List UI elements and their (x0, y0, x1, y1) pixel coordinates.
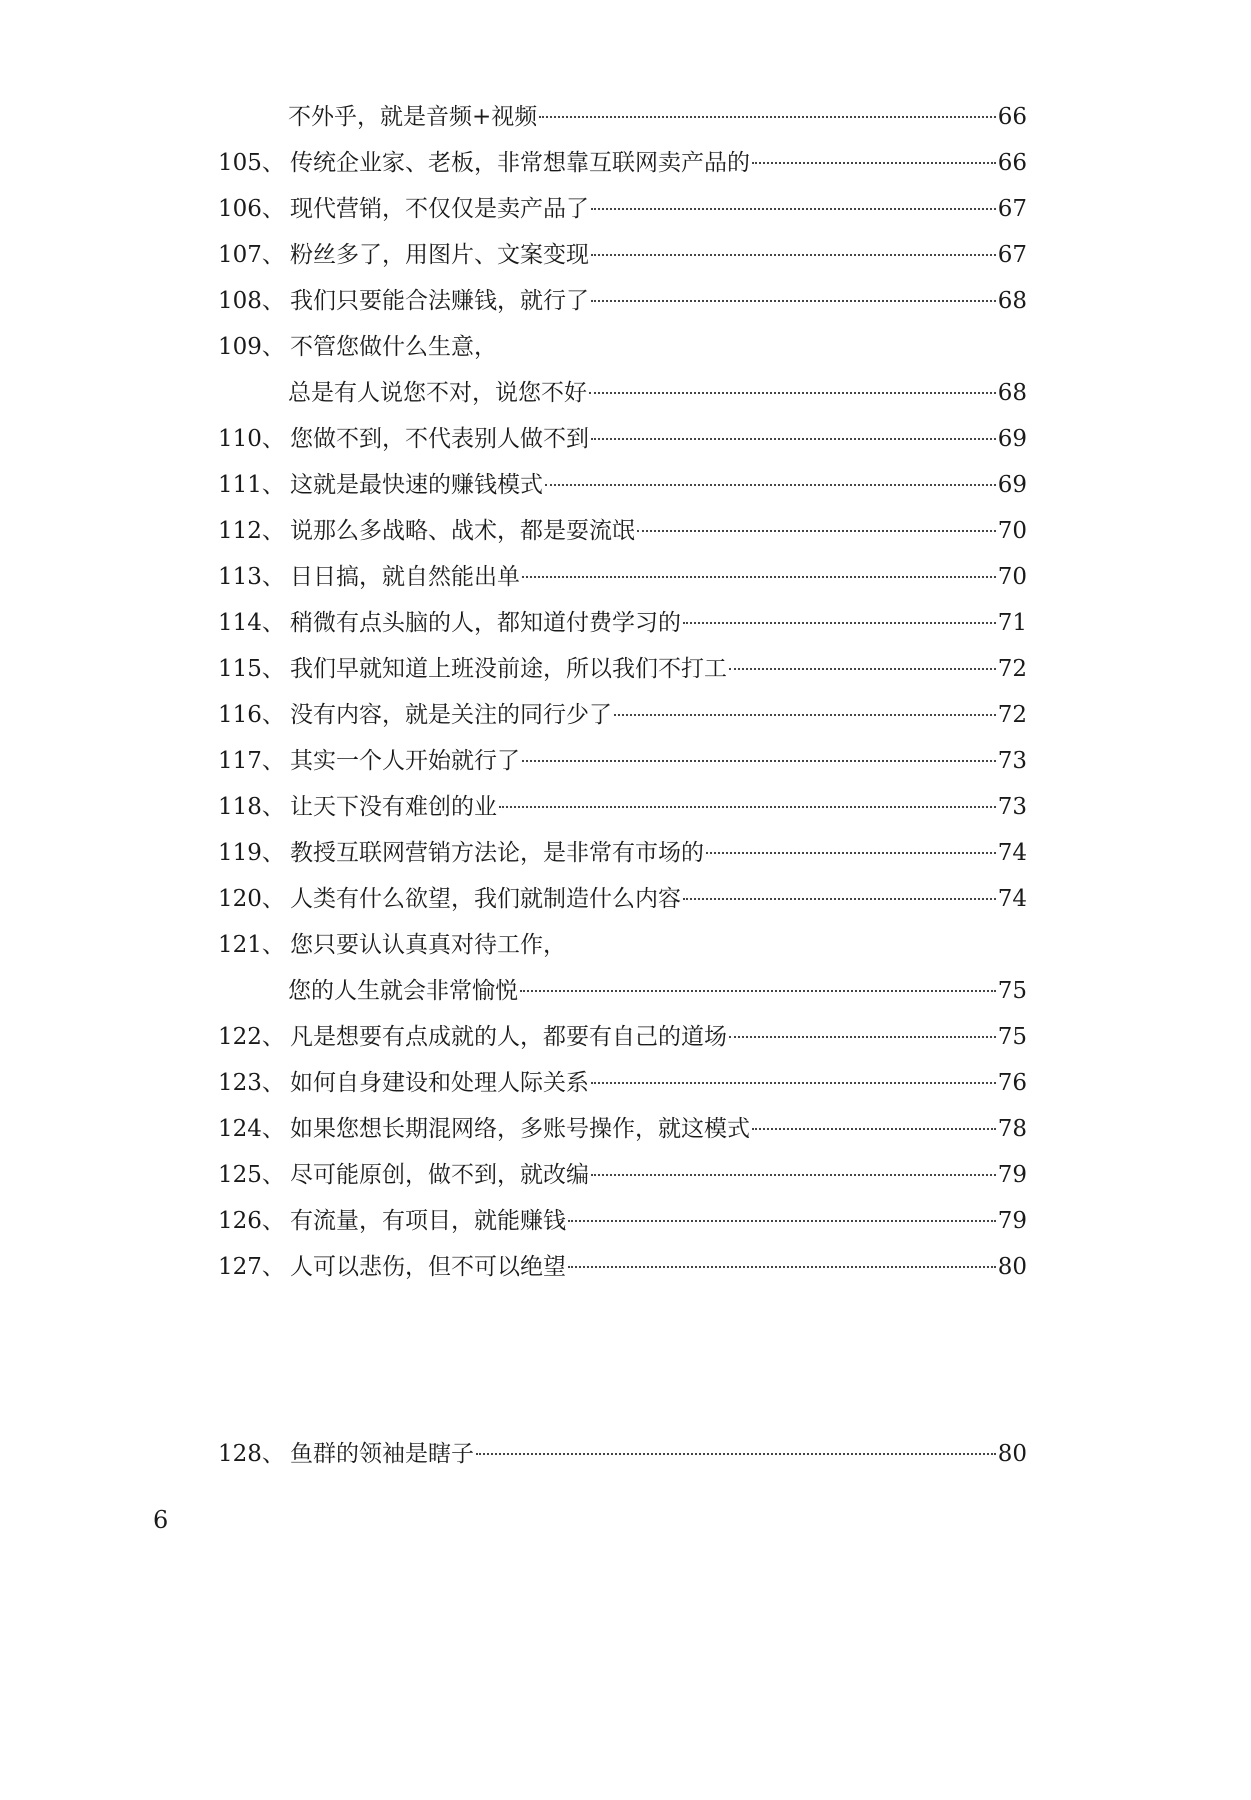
toc-entry (0, 1019, 1251, 1055)
toc-entry (0, 973, 1251, 1009)
toc-entry-page: 75 (997, 1024, 1027, 1050)
toc-entry-title: 粉丝多了，用图片、文案变现 (290, 242, 589, 268)
toc-entry-number: 118、 (218, 794, 285, 820)
dot-leader (591, 300, 996, 302)
toc-entry-page: 74 (997, 886, 1027, 912)
toc-entry-number: 114、 (218, 610, 285, 636)
page-number: 6 (153, 1506, 169, 1534)
toc-entry-number: 125、 (218, 1162, 285, 1188)
dot-leader (706, 852, 996, 854)
toc-entry-title: 您只要认认真真对待工作， (290, 932, 566, 958)
toc-entry-line (290, 513, 1027, 549)
toc-entry (0, 835, 1251, 871)
toc-entry (0, 375, 1251, 411)
dot-leader (591, 1174, 996, 1176)
toc-entry-line (290, 743, 1027, 779)
toc-entry-number: 105、 (218, 150, 285, 176)
toc-entry (0, 881, 1251, 917)
toc-entry-number: 127、 (218, 1254, 285, 1280)
toc-entry-title: 尽可能原创，做不到，就改编 (290, 1162, 589, 1188)
toc-entry-title: 人可以悲伤，但不可以绝望 (290, 1254, 566, 1280)
dot-leader (729, 1036, 996, 1038)
toc-entry-title: 您的人生就会非常愉悦 (288, 978, 518, 1004)
toc-entry-line (290, 1065, 1027, 1101)
toc-entry-line (290, 697, 1027, 733)
toc-entry-title: 教授互联网营销方法论，是非常有市场的 (290, 840, 704, 866)
toc-entry-title: 如何自身建设和处理人际关系 (290, 1070, 589, 1096)
toc-entry (0, 467, 1251, 503)
dot-leader (614, 714, 996, 716)
toc-entry-number: 113、 (218, 564, 285, 590)
dot-leader (683, 898, 996, 900)
toc-entry-page: 75 (997, 978, 1027, 1004)
dot-leader (520, 990, 996, 992)
toc-entry (0, 237, 1251, 273)
toc-entry (0, 651, 1251, 687)
toc-entry-line (290, 145, 1027, 181)
toc-entry-number: 107、 (218, 242, 285, 268)
toc-entry-line (290, 881, 1027, 917)
toc-entry-title: 这就是最快速的赚钱模式 (290, 472, 543, 498)
toc-entry-title: 总是有人说您不对，说您不好 (288, 380, 587, 406)
toc-entry (0, 1203, 1251, 1239)
toc-entry-page: 72 (997, 656, 1027, 682)
dot-leader (499, 806, 996, 808)
dot-leader (591, 1082, 996, 1084)
toc-entry (0, 1065, 1251, 1101)
toc-entry-page: 67 (997, 196, 1027, 222)
toc-entry-title: 鱼群的领袖是瞎子 (290, 1441, 474, 1467)
toc-entry-title: 稍微有点头脑的人，都知道付费学习的 (290, 610, 681, 636)
toc-entry-title: 其实一个人开始就行了 (290, 748, 520, 774)
toc-entry-number: 108、 (218, 288, 285, 314)
toc-entry-line (288, 99, 1027, 135)
dot-leader (683, 622, 996, 624)
toc-entry-line (290, 421, 1027, 457)
toc-entry (0, 927, 1251, 963)
toc-entry-title: 凡是想要有点成就的人，都要有自己的道场 (290, 1024, 727, 1050)
toc-entry-number: 115、 (218, 656, 285, 682)
toc-entry-line (290, 789, 1027, 825)
toc-entry-line (290, 1249, 1027, 1285)
toc-entry-page: 69 (997, 426, 1027, 452)
toc-entry-number: 126、 (218, 1208, 285, 1234)
toc-entry-line (290, 191, 1027, 227)
toc-entry-title: 您做不到，不代表别人做不到 (290, 426, 589, 452)
toc-entry-line (290, 651, 1027, 687)
toc-entry-page: 70 (997, 564, 1027, 590)
dot-leader (752, 162, 996, 164)
toc-entry-line (290, 467, 1027, 503)
toc-entry-page: 80 (997, 1254, 1027, 1280)
toc-entry (0, 421, 1251, 457)
toc-entry-page: 73 (997, 794, 1027, 820)
toc-entry-number: 119、 (218, 840, 285, 866)
toc-entry-page: 70 (997, 518, 1027, 544)
toc-entry-title: 传统企业家、老板，非常想靠互联网卖产品的 (290, 150, 750, 176)
toc-entry-page: 73 (997, 748, 1027, 774)
toc-entry-page: 78 (997, 1116, 1027, 1142)
dot-leader (522, 576, 996, 578)
toc-entry-number: 120、 (218, 886, 285, 912)
toc-entry-line (290, 283, 1027, 319)
toc-entry-title: 说那么多战略、战术，都是耍流氓 (290, 518, 635, 544)
toc-entry-line (290, 605, 1027, 641)
toc-entry-page: 74 (997, 840, 1027, 866)
toc-entry-title: 我们早就知道上班没前途，所以我们不打工 (290, 656, 727, 682)
toc-entry-line (290, 1436, 1027, 1472)
toc-entry (0, 329, 1251, 365)
toc-entry-page: 67 (997, 242, 1027, 268)
toc-entry (0, 513, 1251, 549)
toc-entry-title: 人类有什么欲望，我们就制造什么内容 (290, 886, 681, 912)
toc-entry-line (290, 329, 1027, 365)
toc-entry-title: 有流量，有项目，就能赚钱 (290, 1208, 566, 1234)
toc-entry (0, 1249, 1251, 1285)
toc-entry-title: 现代营销，不仅仅是卖产品了 (290, 196, 589, 222)
toc-entry-page: 72 (997, 702, 1027, 728)
dot-leader (539, 116, 995, 118)
toc-entry-title: 不管您做什么生意， (290, 334, 497, 360)
toc-entry-line (290, 559, 1027, 595)
toc-entry-line (290, 237, 1027, 273)
toc-entry-number: 124、 (218, 1116, 285, 1142)
dot-leader (591, 254, 996, 256)
toc-entry-line (288, 375, 1027, 411)
toc-entry-number: 116、 (218, 702, 285, 728)
toc-entry (0, 283, 1251, 319)
toc-entry-title: 我们只要能合法赚钱，就行了 (290, 288, 589, 314)
toc-entry (0, 1157, 1251, 1193)
toc-entry-page: 79 (997, 1208, 1027, 1234)
toc-entry-number: 112、 (218, 518, 285, 544)
toc-entry-title: 让天下没有难创的业 (290, 794, 497, 820)
dot-leader (568, 1220, 996, 1222)
toc-entry-page: 66 (997, 150, 1027, 176)
toc-entry-line (290, 927, 1027, 963)
toc-entry-number: 123、 (218, 1070, 285, 1096)
toc-entry-page: 68 (997, 288, 1027, 314)
toc-entry-title: 日日搞，就自然能出单 (290, 564, 520, 590)
toc-entry-title: 不外乎，就是音频+视频 (288, 104, 538, 130)
dot-leader (591, 208, 996, 210)
toc-entry (0, 99, 1251, 135)
toc-entry-number: 117、 (218, 748, 285, 774)
toc-entry-title: 没有内容，就是关注的同行少了 (290, 702, 612, 728)
toc-entry-page: 79 (997, 1162, 1027, 1188)
toc-entry-line (290, 1019, 1027, 1055)
toc-entry-line (290, 835, 1027, 871)
toc-entry-page: 68 (997, 380, 1027, 406)
dot-leader (545, 484, 996, 486)
dot-leader (591, 438, 996, 440)
dot-leader (729, 668, 996, 670)
dot-leader (568, 1266, 996, 1268)
toc-entry (0, 743, 1251, 779)
toc-entry-line (290, 1111, 1027, 1147)
toc-entry-number: 121、 (218, 932, 285, 958)
toc-entry-page: 80 (997, 1441, 1027, 1467)
toc-entry-number: 122、 (218, 1024, 285, 1050)
toc-entry-page: 66 (997, 104, 1027, 130)
toc-entry (0, 559, 1251, 595)
toc-entry-page: 69 (997, 472, 1027, 498)
dot-leader (522, 760, 996, 762)
toc-entry-number: 111、 (218, 472, 285, 498)
dot-leader (476, 1453, 996, 1455)
toc-entry-line (290, 1157, 1027, 1193)
toc-entry-line (290, 1203, 1027, 1239)
dot-leader (589, 392, 996, 394)
toc-entry-line (288, 973, 1027, 1009)
toc-entry-title: 如果您想长期混网络，多账号操作，就这模式 (290, 1116, 750, 1142)
toc-entry (0, 697, 1251, 733)
dot-leader (752, 1128, 996, 1130)
toc-entry-page: 76 (997, 1070, 1027, 1096)
toc-entry (0, 789, 1251, 825)
toc-entry (0, 191, 1251, 227)
toc-entry-number: 109、 (218, 334, 285, 360)
toc-entry (0, 1111, 1251, 1147)
toc-entry (0, 605, 1251, 641)
toc-entry (0, 145, 1251, 181)
dot-leader (637, 530, 996, 532)
toc-entry (0, 1436, 1251, 1472)
toc-entry-number: 128、 (218, 1441, 285, 1467)
toc-entry-number: 110、 (218, 426, 285, 452)
toc-entry-number: 106、 (218, 196, 285, 222)
toc-entry-page: 71 (997, 610, 1027, 636)
